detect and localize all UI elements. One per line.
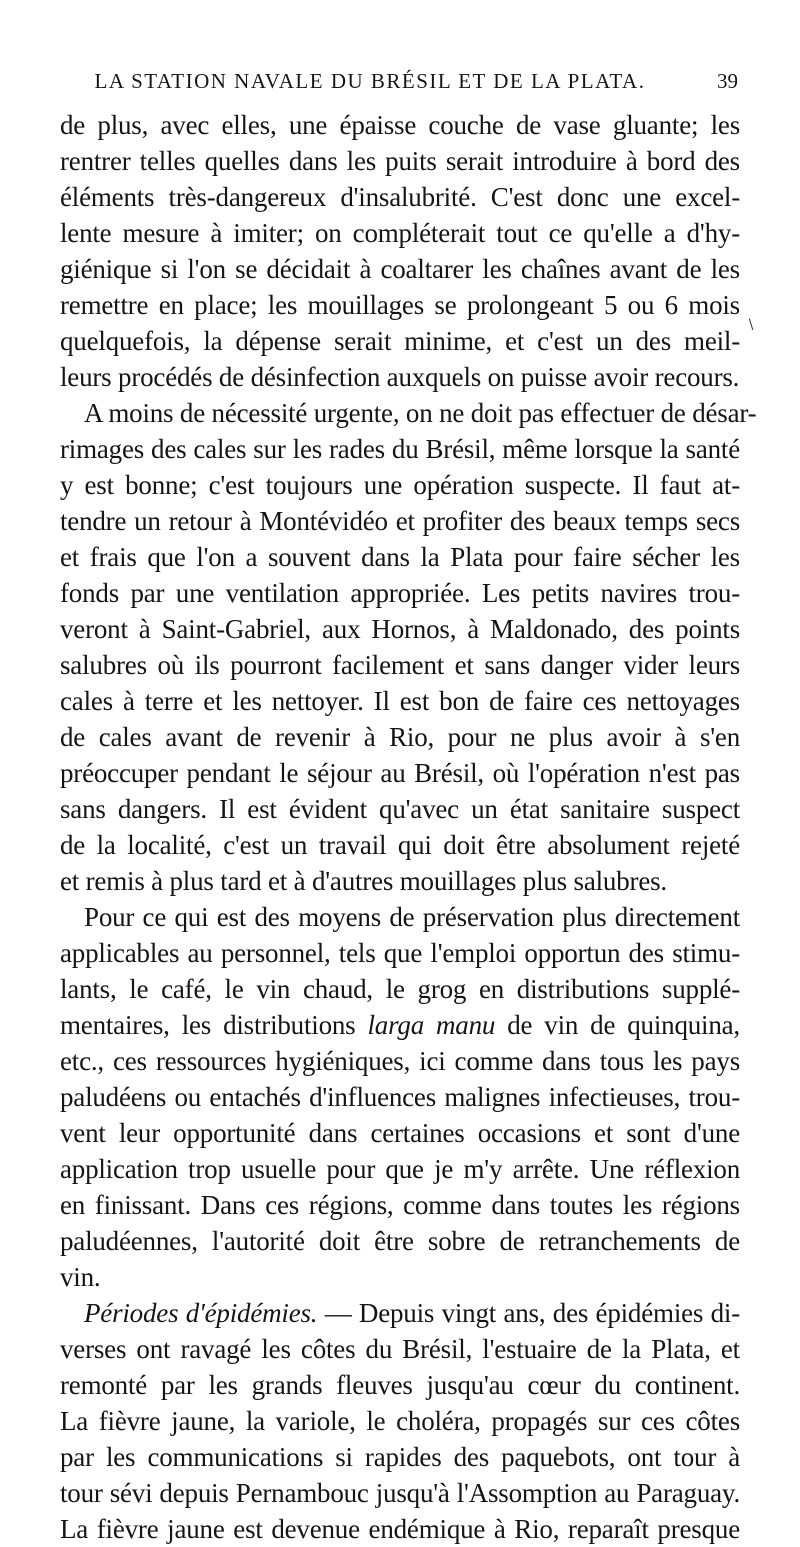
text-line: y est bonne; c'est toujours une opération suspecte. Il faut at- — [60, 470, 740, 500]
text-line: vin. — [60, 1262, 101, 1292]
text-segment: — Depuis vingt ans, des épidémies di- — [324, 1298, 740, 1328]
text-line: quelquefois, la dépense serait minime, et c'est un des meil- — [60, 326, 740, 356]
text-line: La fièvre jaune est devenue endémique à Rio, reparaît presque — [60, 1514, 740, 1544]
text-line — [60, 1007, 740, 1043]
text-line: et frais que l'on a souvent dans la Plata pour faire sécher les — [60, 542, 740, 572]
paragraph-first-line: Pour ce qui est des moyens de préservation plus directement — [84, 902, 740, 932]
text-line: et remis à plus tard et à d'autres mouillages plus salubres. — [60, 866, 667, 896]
text-line: paludéens ou entachés d'influences malignes infectieuses, trou- — [60, 1082, 740, 1112]
text-line: lants, le café, le vin chaud, le grog en distributions supplé- — [60, 974, 740, 1004]
text-line: tendre un retour à Montévidéo et profiter des beaux temps secs — [60, 506, 740, 536]
paragraph-first-line — [60, 1295, 740, 1331]
text-line: fonds par une ventilation appropriée. Les petits navires trou- — [60, 578, 740, 608]
text-line: éléments très-dangereux d'insalubrité. C'est donc une excel- — [60, 182, 740, 212]
body-text — [60, 107, 757, 1547]
text-segment: mentaires, les distributions — [60, 1010, 356, 1040]
text-line: paludéennes, l'autorité doit être sobre de retranchements de — [60, 1226, 740, 1256]
running-title: LA STATION NAVALE DU BRÉSIL ET DE LA PLATA. — [94, 69, 646, 93]
text-line: en finissant. Dans ces régions, comme dans toutes les régions — [60, 1190, 740, 1220]
text-line: etc., ces ressources hygiéniques, ici comme dans tous les pays — [60, 1046, 740, 1076]
running-head — [60, 64, 740, 98]
text-line: tour sévi depuis Pernambouc jusqu'à l'Assomption au Paraguay. — [60, 1478, 740, 1508]
paragraph-first-line: A moins de nécessité urgente, on ne doit pas effectuer de désar- — [84, 398, 757, 428]
text-line: sans dangers. Il est évident qu'avec un état sanitaire suspect — [60, 794, 740, 824]
text-line: rimages des cales sur les rades du Brésil, même lorsque la santé — [60, 434, 740, 464]
italic-phrase: larga manu — [367, 1010, 496, 1040]
text-line: par les communications si rapides des paquebots, ont tour à — [60, 1442, 740, 1472]
text-line: verses ont ravagé les côtes du Brésil, l'estuaire de la Plata, et — [60, 1334, 740, 1364]
text-line: de la localité, c'est un travail qui doit être absolument rejeté — [60, 830, 740, 860]
text-line: de plus, avec elles, une épaisse couche de vase gluante; les — [60, 110, 740, 140]
margin-mark: ∖ — [746, 318, 755, 333]
text-line: application trop usuelle pour que je m'y arrête. Une réflexion — [60, 1154, 740, 1184]
text-line: lente mesure à imiter; on compléterait tout ce qu'elle a d'hy- — [60, 218, 740, 248]
text-line: remonté par les grands fleuves jusqu'au cœur du continent. — [60, 1370, 740, 1400]
text-segment: de vin de quinquina, — [507, 1010, 740, 1040]
text-line: vent leur opportunité dans certaines occasions et sont d'une — [60, 1118, 740, 1148]
text-line: veront à Saint-Gabriel, aux Hornos, à Maldonado, des points — [60, 614, 740, 644]
text-line: de cales avant de revenir à Rio, pour ne plus avoir à s'en — [60, 722, 740, 752]
section-heading: Périodes d'épidémies. — [84, 1298, 318, 1328]
text-line: applicables au personnel, tels que l'emploi opportun des stimu- — [60, 938, 740, 968]
text-line: cales à terre et les nettoyer. Il est bon de faire ces nettoyages — [60, 686, 740, 716]
text-line: rentrer telles quelles dans les puits serait introduire à bord des — [60, 146, 740, 176]
text-line: leurs procédés de désinfection auxquels on puisse avoir recours. — [60, 362, 740, 392]
text-line: La fièvre jaune, la variole, le choléra, propagés sur ces côtes — [60, 1406, 740, 1436]
text-line: giénique si l'on se décidait à coaltarer les chaînes avant de les — [60, 254, 740, 284]
text-line: préoccuper pendant le séjour au Brésil, où l'opération n'est pas — [60, 758, 740, 788]
page-number: 39 — [717, 69, 738, 93]
text-line: remettre en place; les mouillages se prolongeant 5 ou 6 mois — [60, 290, 740, 320]
text-line: salubres où ils pourront facilement et sans danger vider leurs — [60, 650, 740, 680]
